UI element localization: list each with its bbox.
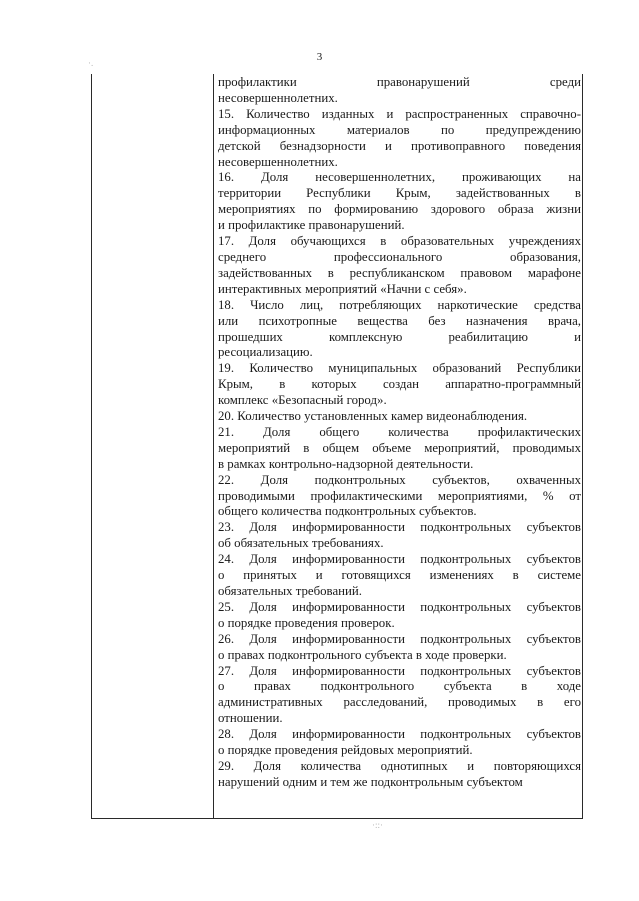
indicator-line: об обязательных требованиях. [218,536,384,551]
indicator-paragraph-p23 [218,520,581,552]
indicator-line: проводимыми профилактическими мероприятиями, % от [218,488,581,503]
indicator-paragraph-p28 [218,727,581,759]
indicator-line: 25. Доля информированности подконтрольных субъектов [218,599,581,614]
indicator-line: Крым, в которых создан аппаратно-программный [218,377,581,392]
indicator-line: мероприятий в общем объеме мероприятий, проводимых [218,440,581,455]
indicators-table [91,74,583,819]
indicator-line: прошедших комплексную реабилитацию и [218,329,581,344]
indicator-line: комплекс «Безопасный город». [218,393,387,408]
scan-mark-bottom: ·::· [372,820,383,830]
indicator-line: 19. Количество муниципальных образований Республики [218,361,581,376]
indicator-line: общего количества подконтрольных субъектов. [218,504,477,519]
page-number: 3 [316,51,323,63]
indicator-line: среднего профессионального образования, [218,249,581,264]
indicator-line: о порядке проведения рейдовых мероприятий. [218,743,473,758]
indicator-paragraph-p17 [218,234,581,298]
indicator-paragraph-p19 [218,361,581,409]
indicator-line: отношении. [218,711,283,726]
indicator-line: обязательных требований. [218,584,362,598]
indicator-line: несовершеннолетних. [218,90,338,105]
indicator-paragraph-p21 [218,425,581,473]
indicator-paragraph-p18 [218,298,581,362]
indicator-line: административных расследований, проводимых в его [218,695,581,710]
indicator-paragraph-p14-tail [218,75,581,107]
indicator-paragraph-p25 [218,600,581,632]
indicator-line: детской безнадзорности и противоправного поведения [218,138,581,153]
indicator-line: и профилактике правонарушений. [218,218,405,233]
indicator-line: 17. Доля обучающихся в образовательных учреждениях [218,234,581,249]
indicator-line: несовершеннолетних. [218,154,338,169]
indicator-line: о порядке проведения проверок. [218,615,395,630]
indicator-line: 28. Доля информированности подконтрольных субъектов [218,727,581,742]
indicator-paragraph-p27 [218,664,581,728]
indicator-line: ресоциализацию. [218,345,313,360]
indicator-line: 26. Доля информированности подконтрольных субъектов [218,631,581,646]
indicator-line: информационных материалов по предупреждению [218,122,581,137]
indicator-line: 20. Количество установленных камер видеонаблюдения. [218,409,528,424]
indicator-paragraph-p26 [218,632,581,664]
indicator-paragraph-p22 [218,473,581,521]
indicator-line: о правах подконтрольного субъекта в ходе проверки. [218,647,507,662]
indicator-line: интерактивных мероприятий «Начни с себя». [218,281,467,296]
indicator-line: 23. Доля информированности подконтрольных субъектов [218,520,581,535]
indicator-line: о правах подконтрольного субъекта в ходе [218,679,581,694]
indicator-line: профилактики правонарушений среди [218,75,581,89]
indicator-line: мероприятиях по формированию здорового образа жизни [218,202,581,217]
scan-mark-top-left: ·. [88,58,94,68]
indicator-line: 18. Число лиц, потребляющих наркотические средства [218,297,581,312]
indicator-paragraph-p16 [218,170,581,234]
indicator-line: 27. Доля информированности подконтрольных субъектов [218,663,581,678]
indicator-line: 15. Количество изданных и распространенных справочно- [218,106,581,121]
indicator-line: или психотропные вещества без назначения врача, [218,313,581,328]
indicator-line: задействованных в республиканском правовом марафоне [218,265,581,280]
indicator-line: 24. Доля информированности подконтрольных субъектов [218,552,581,567]
indicator-paragraph-p20 [218,409,581,425]
indicator-line: о принятых и готовящихся изменениях в системе [218,568,581,583]
indicator-paragraph-p24 [218,552,581,600]
indicator-line: 16. Доля несовершеннолетних, проживающих на [218,170,581,185]
indicator-line: 21. Доля общего количества профилактических [218,424,581,439]
indicator-line: нарушений одним и тем же подконтрольным субъектом [218,774,523,789]
table-left-cell [92,74,214,818]
indicator-line: 22. Доля подконтрольных субъектов, охваченных [218,472,581,487]
indicator-paragraph-p29 [218,759,581,791]
indicator-paragraph-p15 [218,107,581,171]
table-right-cell [214,74,583,818]
indicator-line: в рамках контрольно-надзорной деятельности. [218,456,474,471]
indicator-line: территории Республики Крым, задействованных в [218,186,581,201]
indicator-line: 29. Доля количества однотипных и повторяющихся [218,758,581,773]
